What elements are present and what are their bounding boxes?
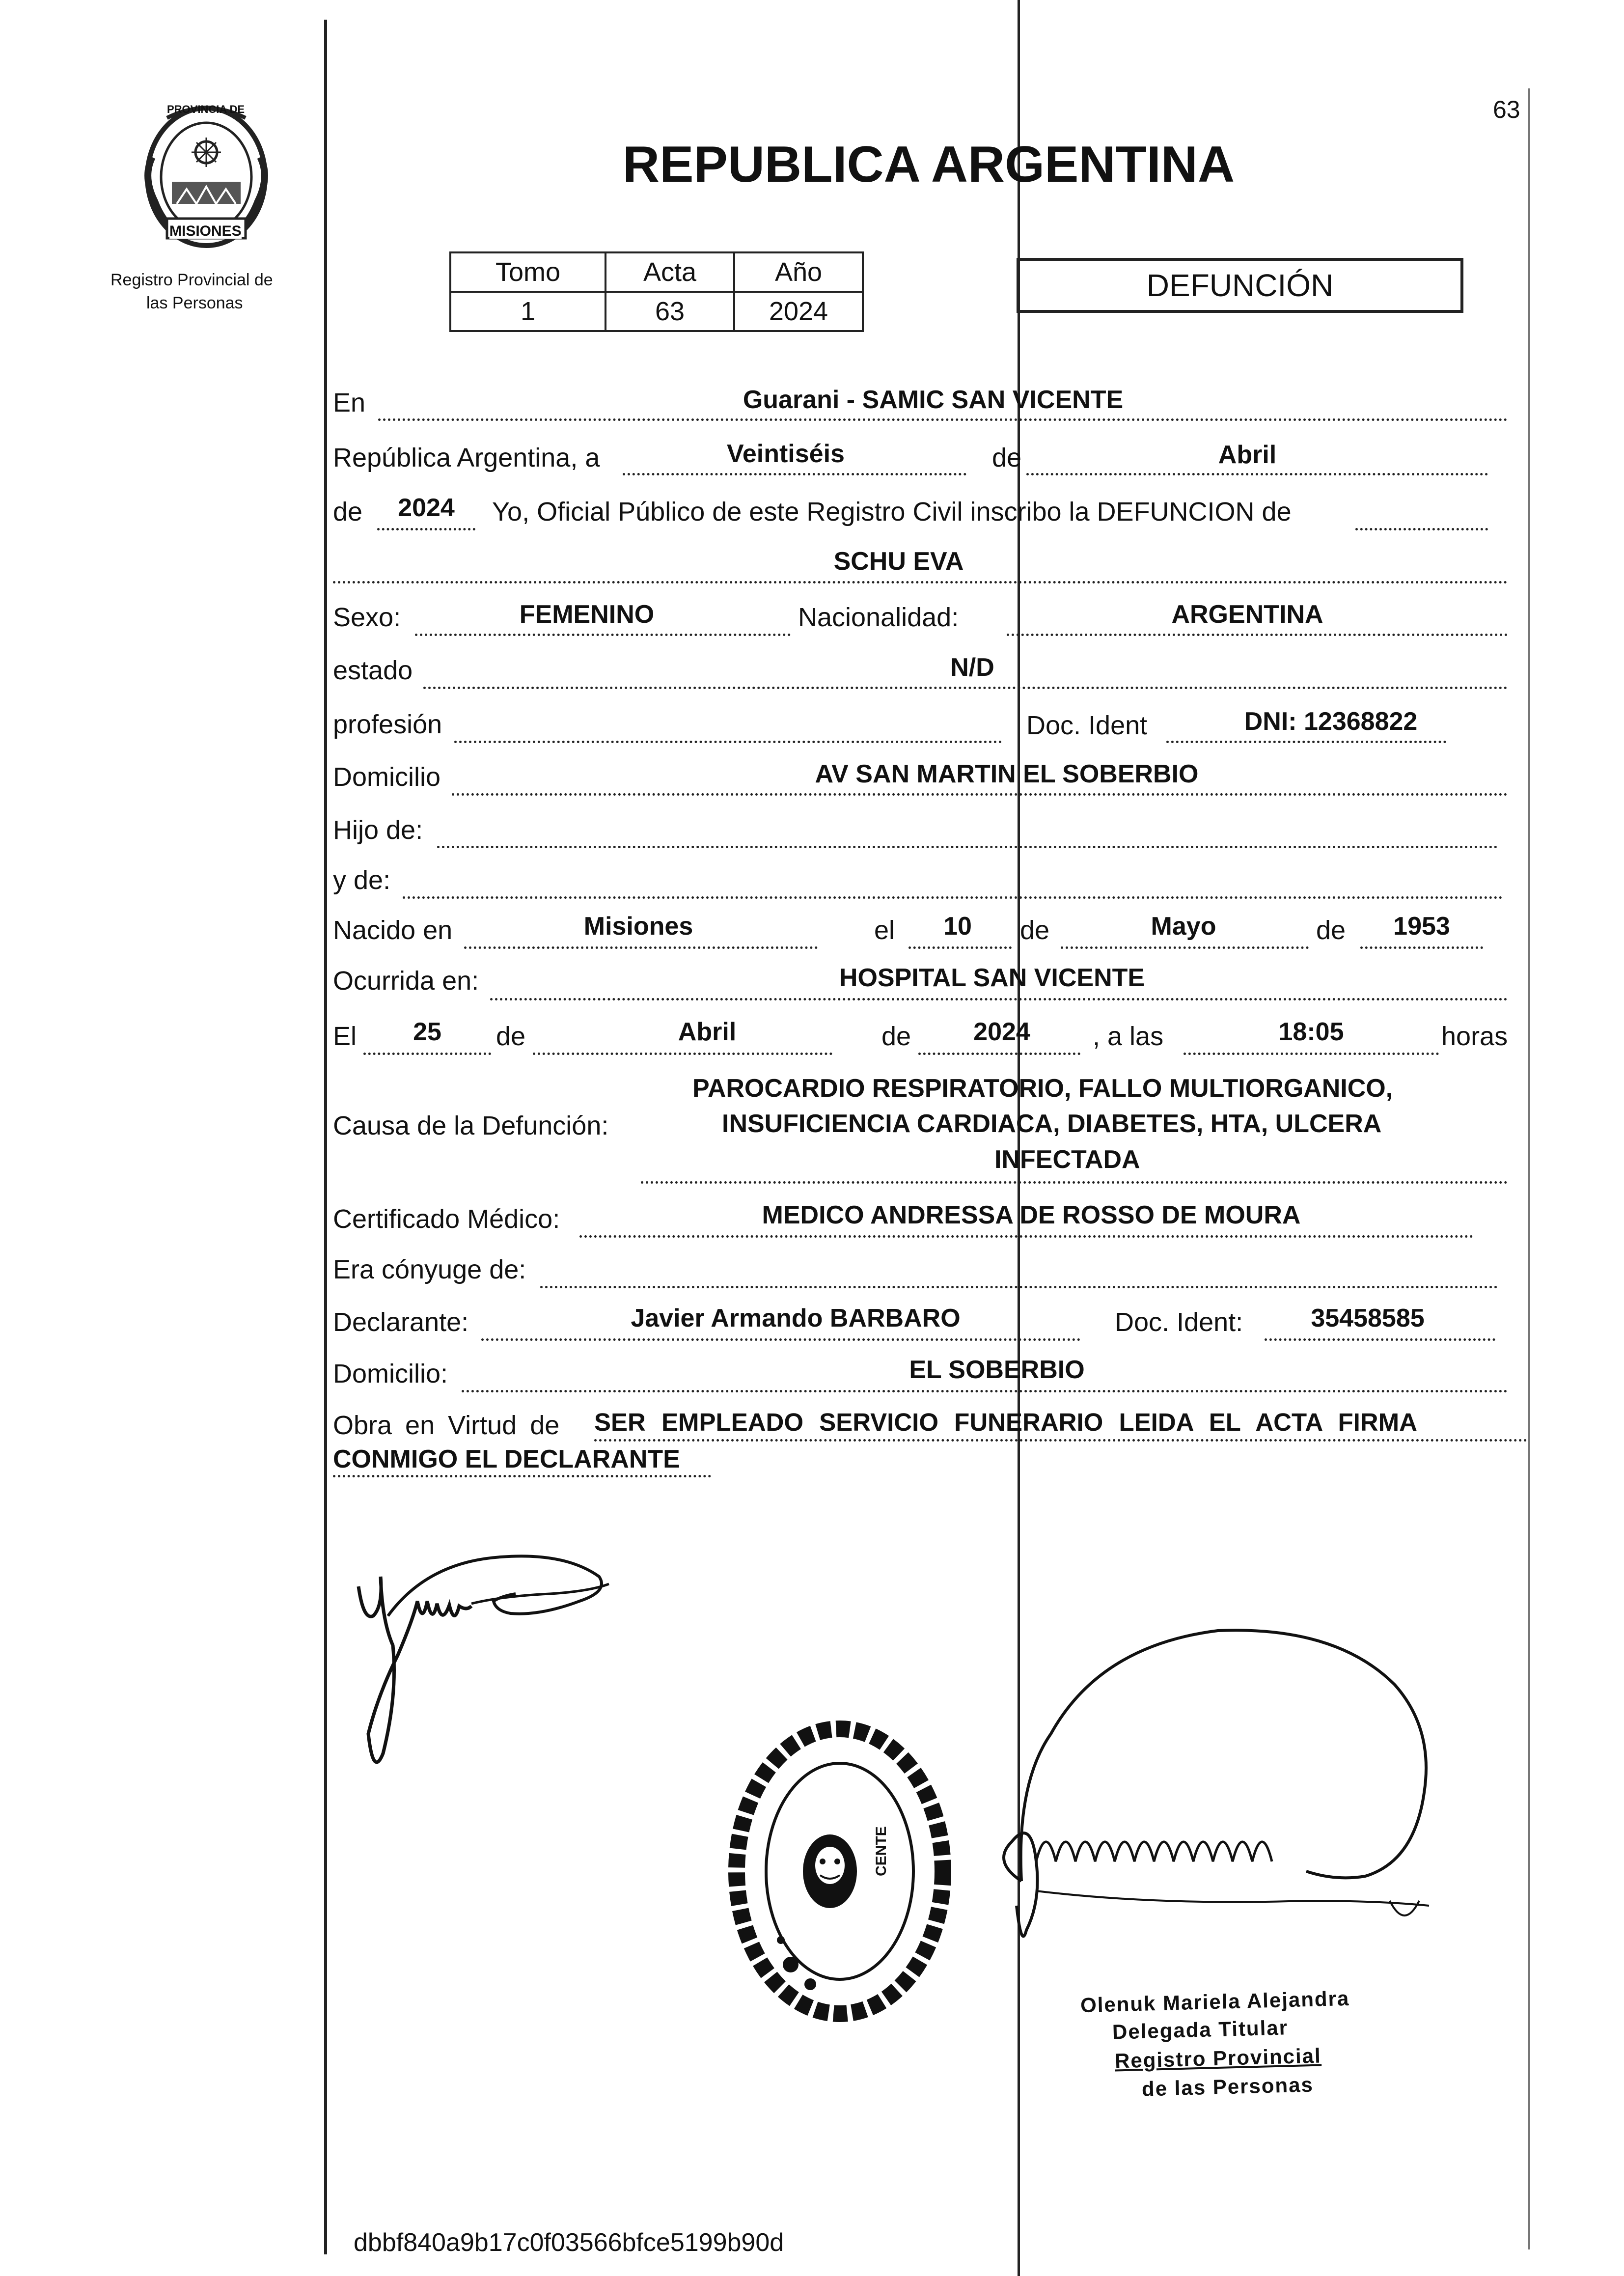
el-label: el: [874, 916, 895, 945]
fallec-de-label: de: [496, 1022, 526, 1051]
sexo-label: Sexo:: [333, 603, 401, 632]
nacido-anio: 1953: [1393, 912, 1450, 941]
nacionalidad-label: Nacionalidad:: [798, 603, 959, 632]
causa-dotline: [641, 1181, 1508, 1184]
hijo-dotline: [437, 846, 1498, 848]
nacido-dia-dotline: [908, 946, 1012, 949]
fallec-dia-dotline: [363, 1053, 491, 1055]
name-dotline: [333, 581, 1508, 583]
el2-label: El: [333, 1022, 357, 1051]
fallec-mes: Abril: [678, 1018, 737, 1046]
en-value: Guarani - SAMIC SAN VICENTE: [743, 386, 1124, 414]
official-org-line2: de las Personas: [1141, 2073, 1314, 2101]
decl-doc-label: Doc. Ident:: [1115, 1307, 1243, 1337]
conyuge-label: Era cónyuge de:: [333, 1255, 526, 1284]
stamp-inner-text: CENTE: [873, 1826, 889, 1876]
nacido-label: Nacido en: [333, 916, 453, 945]
causa-line-1: PAROCARDIO RESPIRATORIO, FALLO MULTIORGANICO,: [692, 1074, 1393, 1103]
obra-line-2: CONMIGO EL DECLARANTE: [333, 1445, 680, 1473]
profesion-dotline: [454, 741, 1002, 743]
fallec-mes-dotline: [533, 1053, 832, 1055]
horas-label: horas: [1441, 1022, 1508, 1051]
document-hash: dbbf840a9b17c0f03566bfce5199b90d: [354, 2228, 784, 2257]
fallec-hora: 18:05: [1278, 1018, 1344, 1046]
obra-dotline-1: [594, 1439, 1527, 1442]
declarante-label: Declarante:: [333, 1307, 469, 1337]
estado-dotline: [423, 687, 1508, 689]
tomo-value: 1: [450, 292, 606, 331]
doc-ident-dotline: [1166, 741, 1446, 743]
seal-lettering-2: MISIONES: [169, 223, 242, 239]
year-value: 2024: [398, 494, 455, 522]
obra-line-1: SER EMPLEADO SERVICIO FUNERARIO LEIDA EL ACTA FIRMA: [594, 1408, 1417, 1436]
decl-domicilio-dotline: [462, 1390, 1508, 1392]
domicilio-dotline: [452, 793, 1508, 796]
fallec-anio: 2024: [973, 1018, 1030, 1046]
page-number: 63: [1493, 96, 1520, 123]
decl-doc-dotline: [1265, 1338, 1495, 1341]
estado-value: N/D: [950, 653, 994, 682]
certificado-dotline: [579, 1235, 1473, 1238]
decl-domicilio-label: Domicilio:: [333, 1359, 448, 1388]
document-type-box: DEFUNCIÓN: [1017, 258, 1463, 313]
tomo-acta-table: [449, 251, 864, 332]
yde-dotline: [403, 896, 1503, 899]
estado-label: estado: [333, 656, 413, 685]
alas-label: , a las: [1093, 1022, 1164, 1051]
conyuge-dotline: [540, 1286, 1498, 1288]
left-margin-line: [324, 20, 327, 2254]
domicilio-value: AV SAN MARTIN EL SOBERBIO: [815, 760, 1199, 788]
fallec-anio-dotline: [918, 1053, 1080, 1055]
right-margin-line: [1528, 88, 1530, 2249]
de-label-2: de: [333, 497, 363, 527]
nacido-de-label-2: de: [1316, 916, 1346, 945]
decl-doc-value: 35458585: [1311, 1304, 1425, 1332]
day-words: Veintiséis: [727, 440, 845, 468]
month-dotline: [1026, 473, 1488, 475]
causa-line-3: INFECTADA: [994, 1145, 1140, 1174]
day-dotline: [623, 473, 966, 475]
nacido-de-label: de: [1020, 916, 1050, 945]
month-value: Abril: [1218, 441, 1277, 469]
intro-dotline: [1355, 528, 1488, 530]
year-dotline: [377, 528, 475, 530]
official-name: Olenuk Mariela Alejandra: [1080, 1986, 1350, 2017]
nacionalidad-value: ARGENTINA: [1171, 600, 1323, 629]
obra-label: Obra en Virtud de: [333, 1411, 560, 1440]
nacido-lugar: Misiones: [583, 912, 693, 941]
fallec-dia: 25: [413, 1018, 441, 1046]
registry-name-line1: Registro Provincial de: [110, 271, 273, 289]
nacido-mes: Mayo: [1151, 912, 1216, 941]
decl-domicilio-value: EL SOBERBIO: [909, 1356, 1085, 1384]
nacido-lugar-dotline: [464, 946, 818, 949]
en-dotline: [378, 418, 1508, 421]
anio-value: 2024: [734, 292, 863, 331]
nacido-mes-dotline: [1061, 946, 1309, 949]
ocurrida-label: Ocurrida en:: [333, 966, 479, 996]
official-title: Delegada Titular: [1112, 2016, 1289, 2044]
ocurrida-dotline: [490, 998, 1508, 1000]
fallec-hora-dotline: [1184, 1053, 1439, 1055]
tomo-header: Tomo: [450, 252, 606, 292]
official-round-stamp: [722, 1709, 958, 2033]
certificado-value: MEDICO ANDRESSA DE ROSSO DE MOURA: [762, 1201, 1301, 1229]
deceased-name: SCHU EVA: [833, 547, 964, 576]
registry-name-line2: las Personas: [146, 294, 243, 312]
declarante-value: Javier Armando BARBARO: [631, 1304, 961, 1332]
hijo-label: Hijo de:: [333, 815, 423, 845]
republica-label: República Argentina, a: [333, 443, 600, 472]
anio-header: Año: [734, 252, 863, 292]
acta-value: 63: [606, 292, 734, 331]
page-title: REPUBLICA ARGENTINA: [623, 136, 1235, 193]
seal-lettering: PROVINCIA DE: [167, 103, 245, 115]
nacionalidad-dotline: [1007, 634, 1508, 636]
profesion-label: profesión: [333, 710, 442, 739]
declarante-dotline: [481, 1338, 1080, 1341]
obra-dotline-2: [333, 1475, 711, 1477]
declarant-signature: [354, 1547, 629, 1793]
sexo-value: FEMENINO: [519, 600, 655, 629]
domicilio-label: Domicilio: [333, 762, 441, 792]
official-org-line1: Registro Provincial: [1114, 2044, 1322, 2073]
ocurrida-value: HOSPITAL SAN VICENTE: [839, 964, 1145, 992]
en-label: En: [333, 388, 366, 417]
doc-ident-value: DNI: 12368822: [1244, 707, 1418, 736]
yde-label: y de:: [333, 865, 391, 895]
fallec-de-label-2: de: [881, 1022, 911, 1051]
doc-ident-label: Doc. Ident: [1026, 711, 1148, 740]
official-signature: [963, 1586, 1473, 1994]
causa-line-2: INSUFICIENCIA CARDIACA, DIABETES, HTA, ULCERA: [722, 1110, 1382, 1138]
acta-header: Acta: [606, 252, 734, 292]
intro-text: Yo, Oficial Público de este Registro Civil inscribo la DEFUNCION de: [492, 497, 1292, 527]
de-label: de: [992, 443, 1022, 472]
nacido-dia: 10: [943, 912, 972, 941]
nacido-anio-dotline: [1360, 946, 1483, 949]
causa-label: Causa de la Defunción:: [333, 1111, 609, 1140]
certificado-label: Certificado Médico:: [333, 1204, 560, 1234]
sexo-dotline: [415, 634, 791, 636]
